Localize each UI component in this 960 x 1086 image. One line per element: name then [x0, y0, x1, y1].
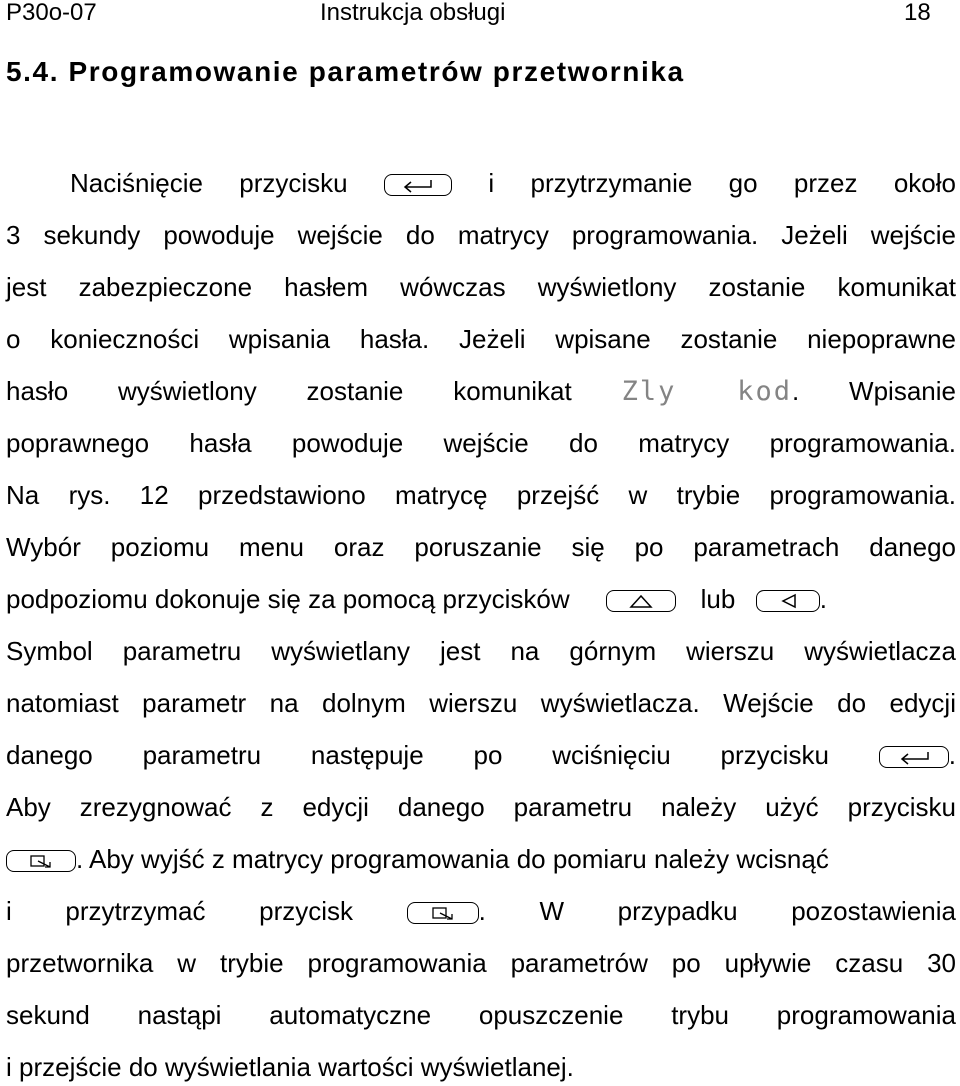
text-segment: i przytrzymanie go przez około	[488, 168, 957, 198]
paragraph-line-5	[6, 374, 956, 408]
doc-title: Instrukcja obsługi	[320, 0, 506, 26]
text-segment: .	[948, 740, 956, 770]
paragraph-line-15	[6, 894, 956, 928]
paragraph-line-12	[6, 738, 956, 772]
text-segment: . Wpisanie	[791, 376, 956, 406]
paragraph-line-18: i przejście do wyświetlania wartości wyświetlanej.	[6, 1052, 574, 1082]
left-arrow-key-icon	[756, 590, 820, 612]
paragraph-line-4: o konieczności wpisania hasła. Jeżeli wpisane zostanie niepoprawne	[6, 324, 956, 354]
escape-key-icon	[407, 902, 479, 924]
text-segment: danego parametru następuje po wciśnięciu przycisku	[6, 740, 829, 770]
enter-key-icon	[879, 746, 949, 768]
paragraph-line-8: Wybór poziomu menu oraz poruszanie się po parametrach danego	[6, 532, 956, 562]
doc-code: P30o-07	[6, 0, 97, 26]
up-arrow-key-icon	[606, 590, 676, 612]
escape-key-icon	[6, 850, 76, 872]
paragraph-line-6: poprawnego hasła powoduje wejście do matrycy programowania.	[6, 428, 956, 458]
paragraph-line-7: Na rys. 12 przedstawiono matrycę przejść w trybie programowania.	[6, 480, 956, 510]
paragraph-line-2: 3 sekundy powoduje wejście do matrycy programowania. Jeżeli wejście	[6, 220, 956, 250]
paragraph-line-3: jest zabezpieczone hasłem wówczas wyświetlony zostanie komunikat	[6, 272, 956, 302]
paragraph-line-11: natomiast parametr na dolnym wierszu wyświetlacza. Wejście do edycji	[6, 688, 956, 718]
paragraph-line-13: Aby zrezygnować z edycji danego parametru należy użyć przycisku	[6, 792, 956, 822]
paragraph-line-17: sekund nastąpi automatyczne opuszczenie trybu programowania	[6, 1000, 956, 1030]
page-number: 18	[904, 0, 931, 26]
paragraph-line-9	[6, 582, 956, 616]
text-segment: Naciśnięcie przycisku	[70, 168, 348, 198]
paragraph-line-10: Symbol parametru wyświetlany jest na górnym wierszu wyświetlacza	[6, 636, 956, 666]
text-segment: . W przypadku pozostawienia	[478, 896, 956, 926]
text-segment: lub	[700, 584, 736, 614]
text-segment: hasło wyświetlony zostanie komunikat	[6, 376, 572, 406]
text-segment: . Aby wyjść z matrycy programowania do pomiaru należy wcisnąć	[76, 844, 829, 874]
paragraph-line-14	[6, 842, 956, 876]
paragraph-line-16: przetwornika w trybie programowania parametrów po upływie czasu 30	[6, 948, 956, 978]
enter-key-icon	[384, 174, 452, 196]
text-segment: .	[819, 584, 827, 614]
paragraph-line-1	[6, 166, 956, 200]
lcd-message: Zly kod	[621, 376, 792, 407]
text-segment: i przytrzymać przycisk	[6, 896, 354, 926]
text-segment: podpoziomu dokonuje się za pomocą przycisków	[6, 584, 570, 614]
section-heading: 5.4. Programowanie parametrów przetwornika	[6, 56, 685, 87]
